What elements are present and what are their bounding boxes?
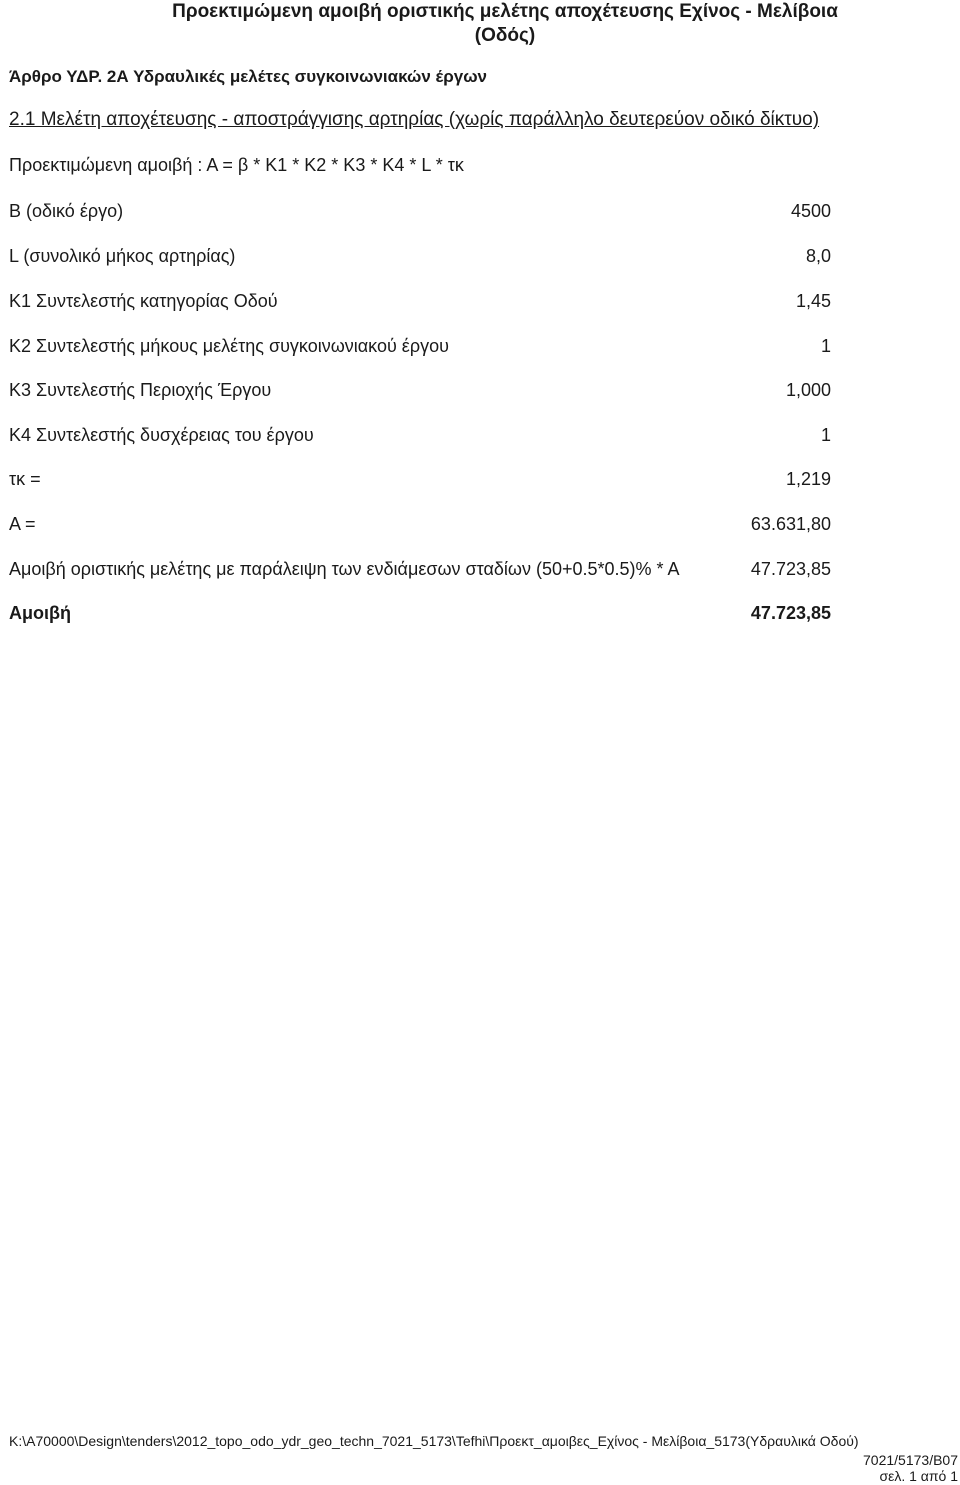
- row-label: τκ =: [9, 469, 41, 489]
- article-heading: Άρθρο ΥΔΡ. 2Α Υδραυλικές μελέτες συγκοινωνιακών έργων: [9, 67, 488, 86]
- table-row: [9, 288, 831, 314]
- total-row: [9, 600, 831, 626]
- table-row: [9, 422, 831, 448]
- row-value: 1,000: [785, 380, 831, 400]
- page-title: [150, 0, 860, 48]
- row-label: Κ3 Συντελεστής Περιοχής Έργου: [9, 380, 272, 400]
- table-row: [9, 377, 831, 403]
- fee-formula: Προεκτιμώμενη αμοιβή : Α = β * Κ1 * Κ2 * Κ3 * Κ4 * L * τκ: [9, 155, 464, 175]
- row-value: 1,45: [795, 291, 831, 311]
- table-row: [9, 333, 831, 359]
- footer-file-path: K:\A70000\Design\tenders\2012_topo_odo_ydr_geo_techn_7021_5173\Tefhi\Προεκτ_αμοιβες_Εχίνος - Μελίβοια_5173(Υδραυλικά Οδού): [9, 1433, 859, 1449]
- row-label: Κ4 Συντελεστής δυσχέρειας του έργου: [9, 425, 314, 445]
- table-row: [9, 198, 831, 224]
- row-value: 47.723,85: [750, 559, 831, 579]
- row-value: 1: [820, 336, 831, 356]
- row-value: 8,0: [805, 246, 831, 266]
- footer-document-code: 7021/5173/Β07: [863, 1452, 958, 1468]
- row-value: 1,219: [785, 469, 831, 489]
- row-label: Α =: [9, 514, 36, 534]
- row-value: 63.631,80: [750, 514, 831, 534]
- row-value: 4500: [790, 201, 831, 221]
- table-row: [9, 556, 831, 582]
- row-label: Κ1 Συντελεστής κατηγορίας Οδού: [9, 291, 278, 311]
- table-row: [9, 511, 831, 537]
- row-value: 1: [820, 425, 831, 445]
- row-label: Β (οδικό έργο): [9, 201, 124, 221]
- total-label: Αμοιβή: [9, 603, 71, 623]
- title-line-2: (Οδός): [474, 25, 536, 46]
- section-heading: 2.1 Μελέτη αποχέτευσης - αποστράγγισης αρτηρίας (χωρίς παράλληλο δευτερεύον οδικό δίκτυο): [9, 109, 820, 130]
- row-label: Κ2 Συντελεστής μήκους μελέτης συγκοινωνιακού έργου: [9, 336, 449, 356]
- table-row: [9, 243, 831, 269]
- row-label: Αμοιβή οριστικής μελέτης με παράλειψη των ενδιάμεσων σταδίων (50+0.5*0.5)% * Α: [9, 559, 680, 579]
- footer-page-number: σελ. 1 από 1: [879, 1468, 958, 1484]
- title-line-1: Προεκτιμώμενη αμοιβή οριστικής μελέτης αποχέτευσης Εχίνος - Μελίβοια: [172, 1, 838, 22]
- row-label: L (συνολικό μήκος αρτηρίας): [9, 246, 236, 266]
- table-row: [9, 466, 831, 492]
- total-value: 47.723,85: [750, 603, 831, 623]
